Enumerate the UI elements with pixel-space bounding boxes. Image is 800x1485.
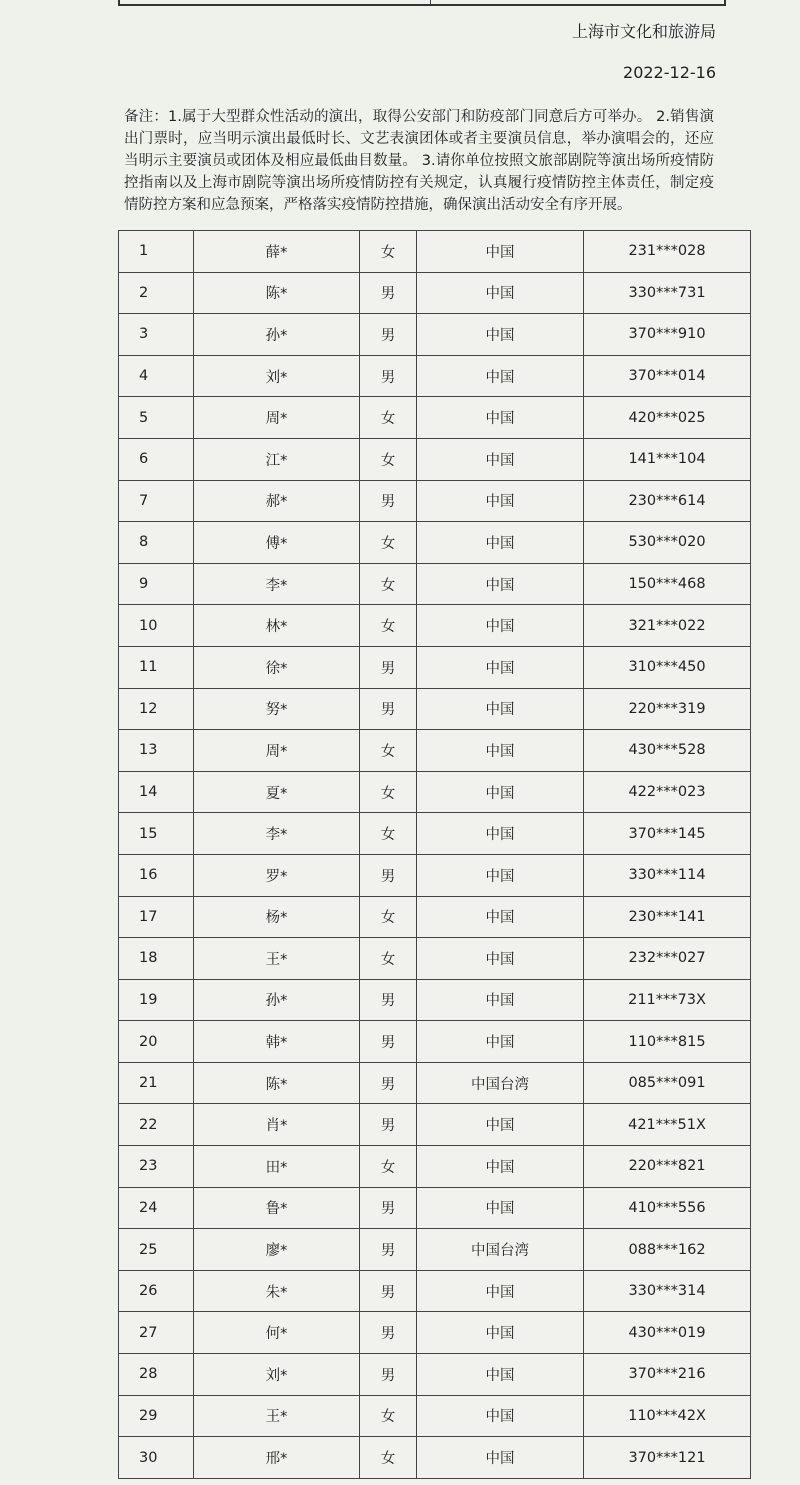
row-number: 4	[119, 355, 194, 397]
performer-name: 李*	[194, 813, 360, 855]
table-row	[119, 896, 751, 938]
issue-date: 2022-12-16	[623, 63, 716, 82]
performer-name: 杨*	[194, 896, 360, 938]
performer-nationality: 中国	[417, 646, 584, 688]
row-number: 15	[119, 813, 194, 855]
performer-sex: 女	[360, 231, 417, 273]
table-row	[119, 646, 751, 688]
performer-name: 王*	[194, 1395, 360, 1437]
performer-sex: 女	[360, 1437, 417, 1479]
table-row	[119, 1229, 751, 1271]
performer-id-number: 370***145	[584, 813, 751, 855]
performer-id-number: 370***910	[584, 314, 751, 356]
table-row	[119, 1270, 751, 1312]
row-number: 7	[119, 480, 194, 522]
performer-id-number: 330***731	[584, 272, 751, 314]
row-number: 21	[119, 1062, 194, 1104]
performer-name: 罗*	[194, 854, 360, 896]
performer-id-number: 330***314	[584, 1270, 751, 1312]
performer-sex: 女	[360, 1146, 417, 1188]
performer-sex: 男	[360, 854, 417, 896]
performer-id-number: 220***319	[584, 688, 751, 730]
performer-nationality: 中国	[417, 1021, 584, 1063]
row-number: 18	[119, 938, 194, 980]
performer-sex: 女	[360, 813, 417, 855]
performer-name: 孙*	[194, 979, 360, 1021]
table-row	[119, 979, 751, 1021]
performer-id-number: 370***014	[584, 355, 751, 397]
performer-nationality: 中国	[417, 896, 584, 938]
performer-sex: 女	[360, 938, 417, 980]
row-number: 22	[119, 1104, 194, 1146]
table-row	[119, 813, 751, 855]
performer-nationality: 中国	[417, 854, 584, 896]
performer-name: 刘*	[194, 355, 360, 397]
performer-id-number: 232***027	[584, 938, 751, 980]
performer-sex: 女	[360, 730, 417, 772]
performer-nationality: 中国	[417, 522, 584, 564]
performer-name: 努*	[194, 688, 360, 730]
performer-id-number: 422***023	[584, 771, 751, 813]
performer-name: 陈*	[194, 272, 360, 314]
table-row	[119, 563, 751, 605]
table-row	[119, 480, 751, 522]
performer-nationality: 中国	[417, 1354, 584, 1396]
performer-name: 孙*	[194, 314, 360, 356]
performer-id-number: 230***614	[584, 480, 751, 522]
performer-sex: 女	[360, 1395, 417, 1437]
performer-name: 徐*	[194, 646, 360, 688]
table-row	[119, 730, 751, 772]
performer-id-number: 310***450	[584, 646, 751, 688]
performer-id-number: 370***216	[584, 1354, 751, 1396]
performer-sex: 男	[360, 272, 417, 314]
performer-name: 郝*	[194, 480, 360, 522]
row-number: 11	[119, 646, 194, 688]
performer-nationality: 中国	[417, 771, 584, 813]
performer-id-number: 088***162	[584, 1229, 751, 1271]
row-number: 16	[119, 854, 194, 896]
performer-nationality: 中国	[417, 1312, 584, 1354]
row-number: 6	[119, 438, 194, 480]
performer-id-number: 330***114	[584, 854, 751, 896]
table-row	[119, 771, 751, 813]
performer-sex: 男	[360, 1104, 417, 1146]
performer-sex: 女	[360, 563, 417, 605]
performer-nationality: 中国	[417, 314, 584, 356]
performer-id-number: 420***025	[584, 397, 751, 439]
performer-nationality: 中国	[417, 1104, 584, 1146]
performer-name: 林*	[194, 605, 360, 647]
row-number: 13	[119, 730, 194, 772]
performer-sex: 男	[360, 1229, 417, 1271]
table-row	[119, 438, 751, 480]
performer-name: 何*	[194, 1312, 360, 1354]
performer-name: 薛*	[194, 231, 360, 273]
table-row	[119, 314, 751, 356]
table-row	[119, 272, 751, 314]
table-row	[119, 522, 751, 564]
table-column-divider	[430, 0, 431, 4]
performer-sex: 男	[360, 646, 417, 688]
row-number: 1	[119, 231, 194, 273]
row-number: 8	[119, 522, 194, 564]
performer-nationality: 中国	[417, 397, 584, 439]
performer-sex: 女	[360, 438, 417, 480]
performer-sex: 女	[360, 397, 417, 439]
performer-name: 李*	[194, 563, 360, 605]
performer-id-number: 421***51X	[584, 1104, 751, 1146]
performer-sex: 男	[360, 480, 417, 522]
row-number: 27	[119, 1312, 194, 1354]
performer-nationality: 中国	[417, 1437, 584, 1479]
performer-nationality: 中国	[417, 438, 584, 480]
table-row	[119, 1437, 751, 1479]
performer-nationality: 中国	[417, 480, 584, 522]
row-number: 30	[119, 1437, 194, 1479]
row-number: 20	[119, 1021, 194, 1063]
row-number: 14	[119, 771, 194, 813]
performer-id-number: 141***104	[584, 438, 751, 480]
performer-sex: 男	[360, 979, 417, 1021]
performer-id-number: 430***019	[584, 1312, 751, 1354]
table-row	[119, 1354, 751, 1396]
row-number: 29	[119, 1395, 194, 1437]
performer-nationality: 中国台湾	[417, 1062, 584, 1104]
performer-id-number: 110***42X	[584, 1395, 751, 1437]
performer-nationality: 中国	[417, 272, 584, 314]
performer-nationality: 中国	[417, 1146, 584, 1188]
performer-nationality: 中国	[417, 938, 584, 980]
performer-nationality: 中国	[417, 1395, 584, 1437]
previous-table-fragment	[118, 0, 726, 6]
performer-sex: 男	[360, 1354, 417, 1396]
performer-nationality: 中国	[417, 605, 584, 647]
table-row	[119, 1021, 751, 1063]
performer-name: 朱*	[194, 1270, 360, 1312]
row-number: 17	[119, 896, 194, 938]
performer-nationality: 中国	[417, 231, 584, 273]
row-number: 10	[119, 605, 194, 647]
table-row	[119, 605, 751, 647]
performer-name: 王*	[194, 938, 360, 980]
table-row	[119, 1104, 751, 1146]
performer-name: 肖*	[194, 1104, 360, 1146]
row-number: 26	[119, 1270, 194, 1312]
performer-id-number: 530***020	[584, 522, 751, 564]
performer-nationality: 中国	[417, 688, 584, 730]
performer-sex: 男	[360, 1021, 417, 1063]
performer-nationality: 中国	[417, 730, 584, 772]
performer-sex: 男	[360, 314, 417, 356]
table-row	[119, 1395, 751, 1437]
row-number: 2	[119, 272, 194, 314]
row-number: 23	[119, 1146, 194, 1188]
table-row	[119, 1312, 751, 1354]
performer-id-number: 231***028	[584, 231, 751, 273]
row-number: 12	[119, 688, 194, 730]
performer-name: 江*	[194, 438, 360, 480]
performer-sex: 女	[360, 522, 417, 564]
performer-name: 陈*	[194, 1062, 360, 1104]
table-row	[119, 1146, 751, 1188]
performer-sex: 男	[360, 1062, 417, 1104]
row-number: 24	[119, 1187, 194, 1229]
performer-name: 刘*	[194, 1354, 360, 1396]
table-row	[119, 938, 751, 980]
performer-roster-table	[118, 230, 751, 1479]
performer-name: 鲁*	[194, 1187, 360, 1229]
performer-name: 周*	[194, 730, 360, 772]
performer-sex: 男	[360, 1270, 417, 1312]
performer-id-number: 430***528	[584, 730, 751, 772]
row-number: 28	[119, 1354, 194, 1396]
remarks-paragraph: 备注：1.属于大型群众性活动的演出，取得公安部门和防疫部门同意后方可举办。 2.销售演出门票时，应当明示演出最低时长、文艺表演团体或者主要演员信息，举办演唱会的，还应当明示主要演员或团体及相应最低曲目数量。 3.请你单位按照文旅部剧院等演出场所疫情防控指南以及上海市剧院等演出场所疫情防控有关规定，认真履行疫情防控主体责任，制定疫情防控方案和应急预案，严格落实疫情防控措施，确保演出活动安全有序开展。	[124, 109, 714, 213]
table-row	[119, 1062, 751, 1104]
performer-nationality: 中国	[417, 1187, 584, 1229]
performer-name: 傅*	[194, 522, 360, 564]
row-number: 9	[119, 563, 194, 605]
performer-name: 田*	[194, 1146, 360, 1188]
performer-sex: 女	[360, 896, 417, 938]
table-row	[119, 854, 751, 896]
performer-nationality: 中国台湾	[417, 1229, 584, 1271]
table-row	[119, 397, 751, 439]
row-number: 5	[119, 397, 194, 439]
row-number: 25	[119, 1229, 194, 1271]
performer-name: 夏*	[194, 771, 360, 813]
performer-nationality: 中国	[417, 355, 584, 397]
performer-id-number: 321***022	[584, 605, 751, 647]
performer-id-number: 211***73X	[584, 979, 751, 1021]
table-row	[119, 355, 751, 397]
issuing-authority: 上海市文化和旅游局	[571, 22, 716, 41]
performer-sex: 男	[360, 1187, 417, 1229]
performer-id-number: 085***091	[584, 1062, 751, 1104]
performer-id-number: 110***815	[584, 1021, 751, 1063]
roster-body	[119, 231, 751, 1479]
performer-id-number: 150***468	[584, 563, 751, 605]
performer-nationality: 中国	[417, 563, 584, 605]
table-row	[119, 1187, 751, 1229]
performer-id-number: 370***121	[584, 1437, 751, 1479]
performer-id-number: 220***821	[584, 1146, 751, 1188]
performer-sex: 男	[360, 355, 417, 397]
performer-sex: 男	[360, 688, 417, 730]
performer-name: 周*	[194, 397, 360, 439]
performer-sex: 女	[360, 771, 417, 813]
performer-id-number: 410***556	[584, 1187, 751, 1229]
performer-sex: 男	[360, 1312, 417, 1354]
performer-name: 廖*	[194, 1229, 360, 1271]
table-row	[119, 688, 751, 730]
performer-sex: 女	[360, 605, 417, 647]
performer-name: 韩*	[194, 1021, 360, 1063]
performer-id-number: 230***141	[584, 896, 751, 938]
performer-nationality: 中国	[417, 813, 584, 855]
performer-name: 邢*	[194, 1437, 360, 1479]
row-number: 3	[119, 314, 194, 356]
performer-nationality: 中国	[417, 979, 584, 1021]
table-row	[119, 231, 751, 273]
performer-nationality: 中国	[417, 1270, 584, 1312]
row-number: 19	[119, 979, 194, 1021]
